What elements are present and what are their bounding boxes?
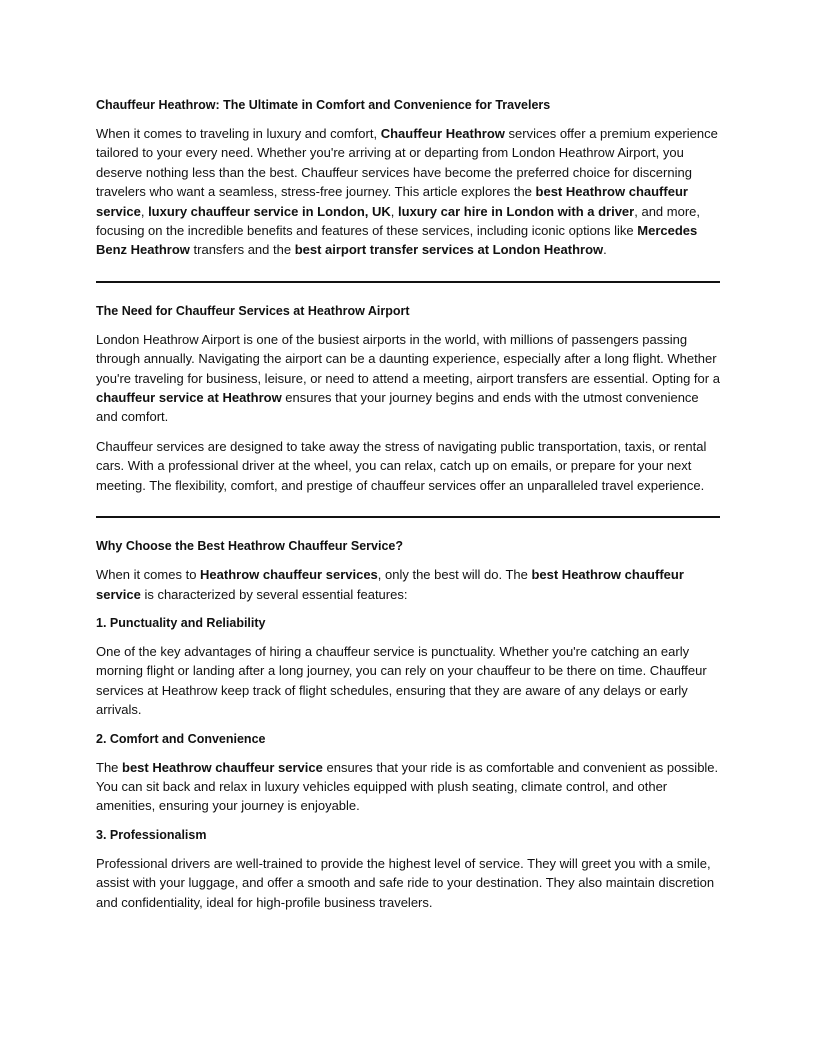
subheading-punctuality: 1. Punctuality and Reliability <box>96 615 266 630</box>
why-paragraph-1: When it comes to Heathrow chauffeur services, only the best will do. The best Heathrow chauffeur service is characterized by several essential features: <box>96 567 684 602</box>
keyword-best-airport-transfer: best airport transfer services at London Heathrow <box>294 242 604 258</box>
keyword-best-heathrow-chauffeur-service: best Heathrow chauffeur service <box>122 759 323 775</box>
need-paragraph-1: London Heathrow Airport is one of the busiest airports in the world, with millions of passengers passing through annually. Navigating the airport can be a daunting experience, especially after a long flight. Whether you're traveling for business, leisure, or need to attend a meeting, airport transfers are essential. Opting for a chauffeur service at Heathrow ensures that your journey begins and ends with the utmost convenience and comfort. <box>96 331 720 425</box>
keyword-luxury-chauffeur-london: luxury chauffeur service in London, UK <box>148 203 391 219</box>
subheading-professionalism: 3. Professionalism <box>96 827 207 842</box>
subheading-comfort: 2. Comfort and Convenience <box>96 731 266 746</box>
keyword-best-heathrow-chauffeur-service: best Heathrow chauffeur service <box>96 184 688 219</box>
keyword-best-heathrow-chauffeur-service: best Heathrow chauffeur service <box>96 567 684 602</box>
punctuality-paragraph: One of the key advantages of hiring a chauffeur service is punctuality. Whether you're catching an early morning flight or landing after a long journey, you can rely on your chauffeur to be there on time. Chauffeur services at Heathrow keep track of flight schedules, ensuring that they are aware of any delays or early arrivals. <box>96 643 707 718</box>
keyword-mercedes-benz-heathrow: Mercedes Benz Heathrow <box>96 223 698 258</box>
section-divider <box>96 281 720 283</box>
document-page <box>96 96 720 922</box>
intro-paragraph: When it comes to traveling in luxury and comfort, Chauffeur Heathrow services offer a premium experience tailored to your every need. Whether you're arriving at or departing from London Heathrow Airport, you deserve nothing less than the best. Chauffeur services have become the preferred choice for discerning travelers who want a seamless, stress-free journey. This article explores the best Heathrow chauffeur service, luxury chauffeur service in London, UK, luxury car hire in London with a driver, and more, focusing on the incredible benefits and features of these services, including iconic options like Mercedes Benz Heathrow transfers and the best airport transfer services at London Heathrow. <box>96 126 718 258</box>
need-paragraph-2: Chauffeur services are designed to take away the stress of navigating public transportation, taxis, or rental cars. With a professional driver at the wheel, you can relax, catch up on emails, or prepare for your next meeting. The flexibility, comfort, and prestige of chauffeur services offer an unparalleled travel experience. <box>96 438 707 493</box>
comfort-paragraph: The best Heathrow chauffeur service ensures that your ride is as comfortable and convenient as possible. You can sit back and relax in luxury vehicles equipped with plush seating, climate control, and other amenities, ensuring your journey is enjoyable. <box>96 759 719 814</box>
keyword-luxury-car-hire: luxury car hire in London with a driver <box>398 203 635 219</box>
document-title: Chauffeur Heathrow: The Ultimate in Comfort and Convenience for Travelers <box>96 98 551 112</box>
section-heading-need: The Need for Chauffeur Services at Heathrow Airport <box>96 303 410 318</box>
section-divider <box>96 516 720 518</box>
keyword-chauffeur-heathrow: Chauffeur Heathrow <box>380 126 505 141</box>
keyword-chauffeur-service-heathrow: chauffeur service at Heathrow <box>96 390 282 406</box>
professionalism-paragraph: Professional drivers are well-trained to provide the highest level of service. They will greet you with a smile, assist with your luggage, and offer a smooth and safe ride to your destination. They also maintain discretion and confidentiality, ideal for high-profile business travelers. <box>96 855 715 910</box>
keyword-heathrow-chauffeur-services: Heathrow chauffeur services <box>200 567 378 583</box>
section-heading-why: Why Choose the Best Heathrow Chauffeur Service? <box>96 539 404 554</box>
